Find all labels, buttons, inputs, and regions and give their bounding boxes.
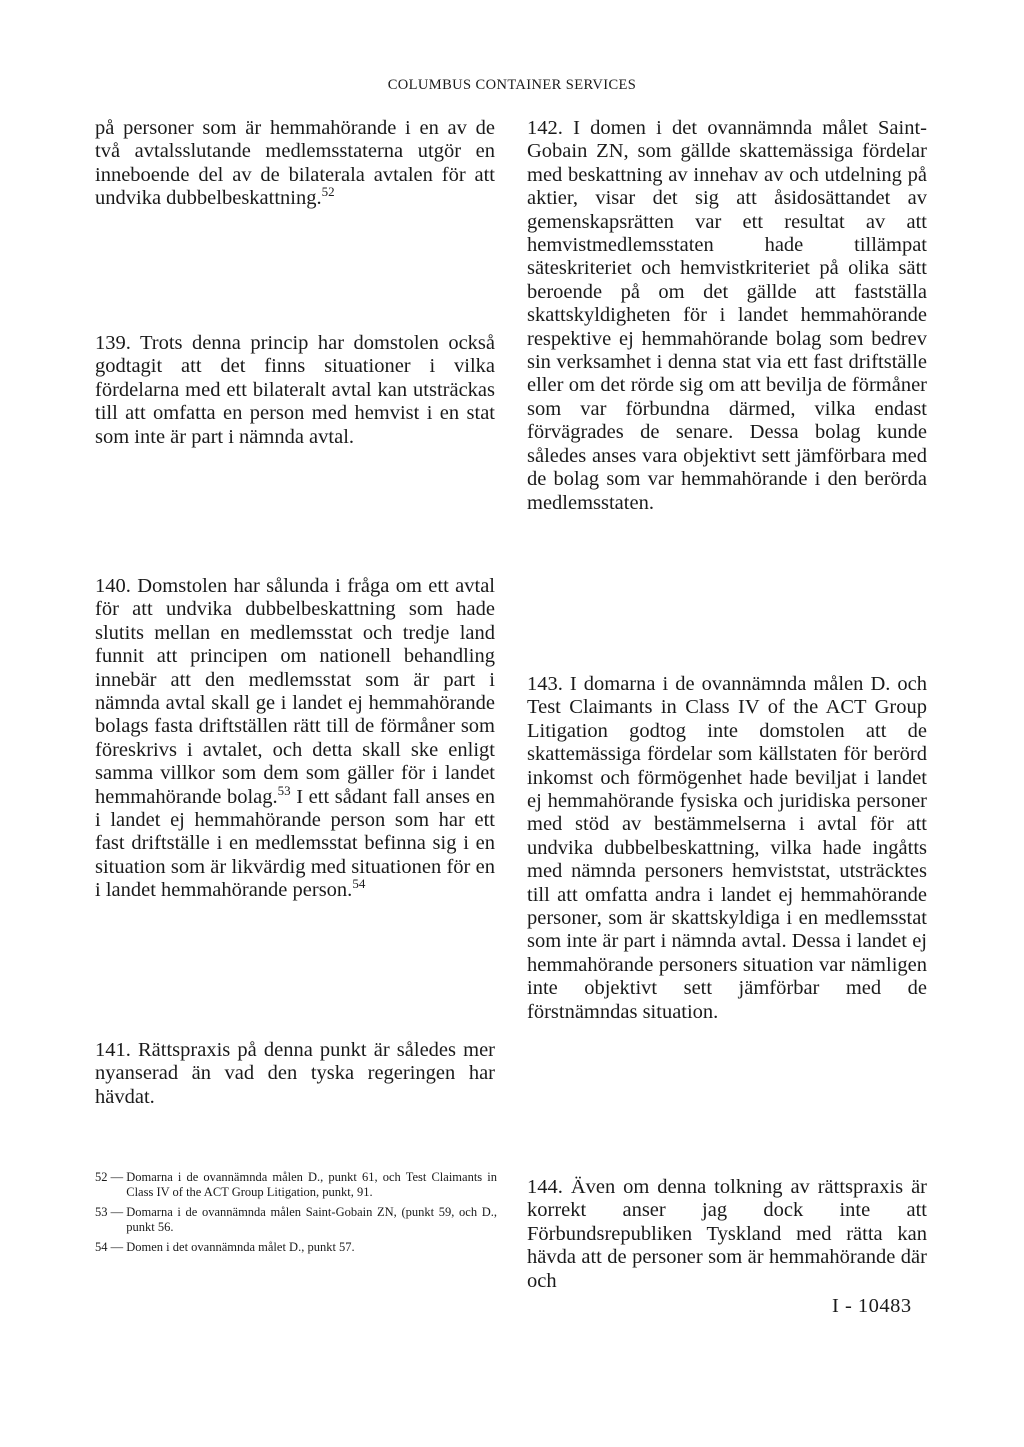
- paragraph-text: 140. Domstolen har sålunda i fråga om ett avtal för att undvika dubbelbeskattning som hade slutits mellan en medlemsstat och tredje land funnit att principen om nationell behandling innebär att den medlemsstat som är part i nämnda avtal skall ge i landet ej hemmahörande bolags fasta driftställen rätt till de förmåner som föreskrivs i avtalet, och detta skall ske enligt samma villkor som dem som gäller för i landet hemmahörande bolag.: [95, 575, 495, 808]
- footnotes: [95, 1170, 497, 1260]
- paragraph-139: [95, 332, 495, 449]
- footnote-text: Domarna i de ovannämnda målen Saint-Gobain ZN, (punkt 59, och D., punkt 56.: [126, 1205, 497, 1234]
- paragraph-138-continuation: [95, 117, 495, 211]
- paragraph-text: 139. Trots denna princip har domstolen också godtagit att det finns situationer i vilka fördelarna med ett bilateralt avtal kan utsträckas till att omfatta en person med hemvist i en stat som inte är part i nämnda avtal.: [95, 332, 495, 448]
- running-header: COLUMBUS CONTAINER SERVICES: [387, 77, 637, 93]
- paragraph-text: 144. Även om denna tolkning av rättspraxis är korrekt anser jag dock inte att Förbundsrepubliken Tyskland med rätta kan hävda att de personer som är hemmahörande där och: [527, 1176, 927, 1292]
- paragraph-text: I ett sådant fall anses en i landet ej hemmahörande person som har ett fast driftställe i en medlemsstat befinna sig i en situation som är likvärdig med situationen för en i landet hemmahörande person.: [95, 785, 495, 902]
- paragraph-text: 141. Rättspraxis på denna punkt är således mer nyanserad än vad den tyska regeringen har hävdat.: [95, 1039, 495, 1108]
- footnote-text: Domarna i de ovannämnda målen D., punkt 61, och Test Claimants in Class IV of the ACT Group Litigation, punkt, 91.: [126, 1170, 497, 1199]
- paragraph-142: [527, 117, 927, 515]
- footnote-number: 53 —: [95, 1205, 127, 1219]
- footnote-number: 52 —: [95, 1170, 127, 1184]
- paragraph-140: [95, 575, 495, 903]
- paragraph-143: [527, 673, 927, 1024]
- footnote-ref-54: 54: [352, 876, 366, 892]
- footnote-53: [95, 1205, 497, 1235]
- footnote-number: 54 —: [95, 1240, 127, 1254]
- page-number: I - 10483: [832, 1295, 912, 1317]
- footnote-52: [95, 1170, 497, 1200]
- paragraph-text: 142. I domen i det ovannämnda målet Saint-Gobain ZN, som gällde skattemässiga fördelar med beskattning av innehav av och utdelning på aktier, visar det sig att åsidosättandet av gemenskapsrätten var ett resultat av att hemvistmedlemsstaten hade tillämpat säteskriteriet och hemvistkriteriet på olika sätt beroende på om det gällde att fastställa skattskyldigheten för i landet hemmahörande respektive ej hemmahörande bolag som bedrev sin verksamhet i denna stat via ett fast driftställe eller om det rörde sig om att bevilja de förmåner som var förbundna därmed, vilka endast förvägrades de senare. Dessa bolag kunde således anses vara objektivt sett jämförbara med de bolag som var hemmahörande i den berörda medlemsstaten.: [527, 117, 927, 514]
- paragraph-144: [527, 1176, 927, 1293]
- paragraph-text: på personer som är hemmahörande i en av de två avtalsslutande medlemsstaterna utgör en inneboende del av de bilaterala avtalen för att undvika dubbelbeskattning.: [95, 117, 495, 210]
- paragraph-text: 143. I domarna i de ovannämnda målen D. och Test Claimants in Class IV of the ACT Group Litigation godtog inte domstolen att de skattemässiga fördelar som källstaten för berörd inkomst och förmögenhet hade beviljat i landet ej hemmahörande fysiska och juridiska personer med stöd av bestämmelserna i avtal för att undvika dubbelbeskattning, vilka hade ingåtts med nämnda personers hemviststat, utsträcktes till att omfatta andra i landet ej hemmahörande personer, som är skattskyldiga i en medlemsstat som inte är part i nämnda avtal. Dessa i landet ej hemmahörande personers situation var nämligen inte objektivt sett jämförbar med de förstnämndas situation.: [527, 673, 927, 1023]
- footnote-ref-52: 52: [321, 184, 335, 200]
- footnote-ref-53: 53: [277, 782, 291, 798]
- footnote-text: Domen i det ovannämnda målet D., punkt 57.: [126, 1240, 355, 1254]
- paragraph-141: [95, 1039, 495, 1109]
- footnote-54: [95, 1240, 497, 1255]
